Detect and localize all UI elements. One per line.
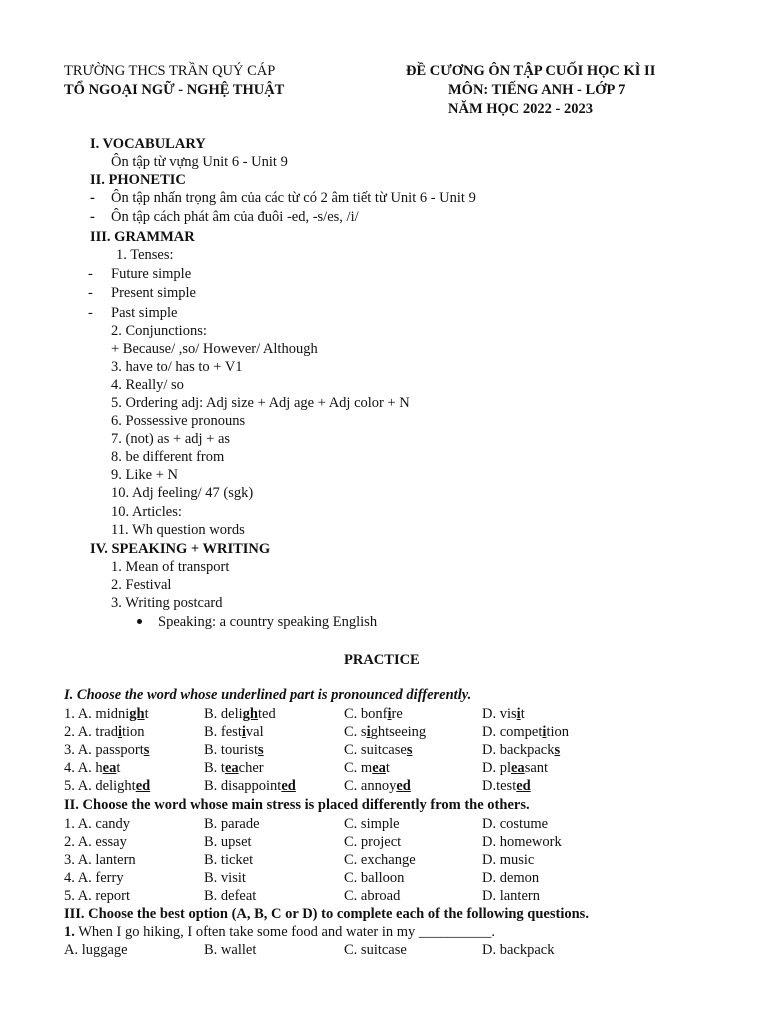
word-part: 2. A. trad xyxy=(64,724,118,740)
grammar-item: 10. Articles: xyxy=(111,504,182,520)
phonetic-heading: II. PHONETIC xyxy=(90,172,186,188)
word-part: t xyxy=(520,706,525,722)
word-part: tion xyxy=(546,724,569,740)
school-name: TRƯỜNG THCS TRẦN QUÝ CÁP xyxy=(64,63,276,79)
underlined-part: s xyxy=(554,742,561,758)
pronunciation-row xyxy=(64,705,764,723)
underlined-part: ed xyxy=(396,778,411,794)
option-b[interactable] xyxy=(204,759,264,777)
option-b[interactable]: B. wallet xyxy=(204,942,257,958)
dash-marker: - xyxy=(88,266,93,282)
word-part: cher xyxy=(238,760,264,776)
dash-marker: - xyxy=(88,285,93,301)
option-d[interactable]: D. music xyxy=(482,852,535,868)
bullet-marker xyxy=(137,619,142,624)
word-part: t xyxy=(144,706,149,722)
option-c[interactable]: C. abroad xyxy=(344,888,401,904)
word-part: re xyxy=(391,706,403,722)
option-d[interactable]: D. demon xyxy=(482,870,540,886)
grammar-item: Future simple xyxy=(111,266,192,282)
word-part: 4. A. h xyxy=(64,760,103,776)
word-part: D. compet xyxy=(482,724,543,740)
grammar-item: 9. Like + N xyxy=(111,467,178,483)
option-c[interactable] xyxy=(344,705,403,723)
word-part: B. disappoint xyxy=(204,778,282,794)
grammar-item: 11. Wh question words xyxy=(111,522,245,538)
option-a[interactable] xyxy=(64,777,150,795)
option-b[interactable]: B. defeat xyxy=(204,888,257,904)
grammar-item: Present simple xyxy=(111,285,196,301)
option-d[interactable]: D. costume xyxy=(482,816,549,832)
option-b[interactable]: B. ticket xyxy=(204,852,254,868)
grammar-heading: III. GRAMMAR xyxy=(90,229,195,245)
underlined-part: s xyxy=(257,742,264,758)
stress-row xyxy=(64,887,764,905)
option-b[interactable]: B. upset xyxy=(204,834,252,850)
subject-line: MÔN: TIẾNG ANH - LỚP 7 xyxy=(448,82,626,98)
word-part: B. t xyxy=(204,760,225,776)
option-c[interactable] xyxy=(344,777,411,795)
department-name: TỔ NGOẠI NGỮ - NGHỆ THUẬT xyxy=(64,82,285,98)
word-part: D. vis xyxy=(482,706,517,722)
word-part: C. annoy xyxy=(344,778,397,794)
word-part: B. tourist xyxy=(204,742,258,758)
word-part: t xyxy=(385,760,390,776)
grammar-item: 5. Ordering adj: Adj size + Adj age + Adj color + N xyxy=(111,395,410,411)
option-b[interactable]: B. visit xyxy=(204,870,246,886)
option-a[interactable] xyxy=(64,723,145,741)
underlined-part: s xyxy=(143,742,150,758)
grammar-item: 8. be different from xyxy=(111,449,225,465)
grammar-item: 4. Really/ so xyxy=(111,377,184,393)
pronunciation-row xyxy=(64,741,764,759)
dash-marker: - xyxy=(90,209,95,225)
word-part: C. suitcase xyxy=(344,742,407,758)
underlined-part: ea xyxy=(102,760,117,776)
option-b[interactable] xyxy=(204,723,264,741)
option-d[interactable]: D. homework xyxy=(482,834,562,850)
pronunciation-row xyxy=(64,723,764,741)
word-part: ted xyxy=(258,706,276,722)
grammar-item: 7. (not) as + adj + as xyxy=(111,431,231,447)
question-1 xyxy=(64,923,495,941)
option-d[interactable] xyxy=(482,741,560,759)
grammar-item: 1. Tenses: xyxy=(116,247,174,263)
option-a[interactable]: 2. A. essay xyxy=(64,834,127,850)
speaking-item: 1. Mean of transport xyxy=(111,559,230,575)
speaking-item: 2. Festival xyxy=(111,577,172,593)
dash-marker: - xyxy=(88,305,93,321)
option-a[interactable]: 4. A. ferry xyxy=(64,870,124,886)
underlined-part: i xyxy=(117,724,122,740)
phonetic-item: Ôn tập nhấn trọng âm của các từ có 2 âm tiết từ Unit 6 - Unit 9 xyxy=(111,190,476,206)
stress-row xyxy=(64,833,764,851)
section-2-title: II. Choose the word whose main stress is placed differently from the others. xyxy=(64,797,530,813)
option-c[interactable] xyxy=(344,741,412,759)
underlined-part: ed xyxy=(516,778,531,794)
word-part: tion xyxy=(122,724,145,740)
underlined-part: i xyxy=(387,706,392,722)
word-part: sant xyxy=(524,760,549,776)
option-c[interactable]: C. balloon xyxy=(344,870,405,886)
question-1-options xyxy=(64,941,764,959)
option-c[interactable] xyxy=(344,723,426,741)
option-a[interactable] xyxy=(64,705,149,723)
grammar-item: 2. Conjunctions: xyxy=(111,323,207,339)
word-part: 1. A. midni xyxy=(64,706,130,722)
option-a[interactable] xyxy=(64,759,120,777)
vocabulary-heading: I. VOCABULARY xyxy=(90,136,206,152)
underlined-part: ed xyxy=(281,778,296,794)
option-b[interactable] xyxy=(204,777,296,795)
option-a[interactable] xyxy=(64,741,149,759)
grammar-item: 3. have to/ has to + V1 xyxy=(111,359,243,375)
speaking-writing-heading: IV. SPEAKING + WRITING xyxy=(90,541,271,557)
word-part: B. fest xyxy=(204,724,242,740)
option-d[interactable] xyxy=(482,759,548,777)
option-a[interactable]: 1. A. candy xyxy=(64,816,131,832)
option-c[interactable]: C. suitcase xyxy=(344,942,407,958)
school-year: NĂM HỌC 2022 - 2023 xyxy=(448,101,593,117)
underlined-part: ea xyxy=(372,760,386,776)
underlined-part: i xyxy=(516,706,521,722)
word-part: 5. A. delight xyxy=(64,778,136,794)
word-part: ghtseeing xyxy=(370,724,427,740)
underlined-part: gh xyxy=(129,706,145,722)
option-d[interactable] xyxy=(482,705,525,723)
option-c[interactable]: C. exchange xyxy=(344,852,416,868)
document-title: ĐỀ CƯƠNG ÔN TẬP CUỐI HỌC KÌ II xyxy=(406,63,656,79)
grammar-item: 10. Adj feeling/ 47 (sgk) xyxy=(111,485,254,501)
grammar-item: + Because/ ,so/ However/ Although xyxy=(111,341,318,357)
word-part: val xyxy=(245,724,264,740)
word-part: C. s xyxy=(344,724,367,740)
word-part: D. backpack xyxy=(482,742,555,758)
option-c[interactable]: C. simple xyxy=(344,816,400,832)
word-part: C. m xyxy=(344,760,373,776)
underlined-part: ed xyxy=(135,778,151,794)
dash-marker: - xyxy=(90,190,95,206)
practice-title: PRACTICE xyxy=(344,652,420,668)
section-3-title: III. Choose the best option (A, B, C or D) to complete each of the following questions. xyxy=(64,906,589,922)
underlined-part: i xyxy=(241,724,246,740)
stress-row xyxy=(64,815,764,833)
stress-row xyxy=(64,851,764,869)
speaking-bullet-item: Speaking: a country speaking English xyxy=(158,614,378,630)
option-d[interactable]: D. lantern xyxy=(482,888,540,904)
word-part: t xyxy=(116,760,121,776)
option-a[interactable]: 5. A. report xyxy=(64,888,131,904)
option-b[interactable]: B. parade xyxy=(204,816,260,832)
underlined-part: gh xyxy=(242,706,258,722)
word-part: 3. A. passport xyxy=(64,742,144,758)
option-c[interactable]: C. project xyxy=(344,834,402,850)
pronunciation-row xyxy=(64,759,764,777)
option-b[interactable] xyxy=(204,741,264,759)
word-part: D. pl xyxy=(482,760,511,776)
underlined-part: ea xyxy=(511,760,525,776)
question-number: 1. xyxy=(64,924,75,940)
option-c[interactable] xyxy=(344,759,390,777)
word-part: D.test xyxy=(482,778,517,794)
grammar-item: 6. Possessive pronouns xyxy=(111,413,246,429)
word-part: C. bonf xyxy=(344,706,388,722)
option-b[interactable] xyxy=(204,705,276,723)
option-a[interactable]: A. luggage xyxy=(64,942,128,958)
underlined-part: s xyxy=(406,742,413,758)
pronunciation-row xyxy=(64,777,764,795)
option-d[interactable] xyxy=(482,723,569,741)
underlined-part: i xyxy=(366,724,371,740)
grammar-item: Past simple xyxy=(111,305,178,321)
option-a[interactable]: 3. A. lantern xyxy=(64,852,136,868)
section-1-title: I. Choose the word whose underlined part is pronounced differently. xyxy=(64,687,472,703)
phonetic-item: Ôn tập cách phát âm của đuôi -ed, -s/es, /i/ xyxy=(111,209,359,225)
speaking-item: 3. Writing postcard xyxy=(111,595,223,611)
word-part: B. deli xyxy=(204,706,243,722)
option-d[interactable] xyxy=(482,777,531,795)
vocabulary-line: Ôn tập từ vựng Unit 6 - Unit 9 xyxy=(111,154,288,170)
underlined-part: ea xyxy=(224,760,239,776)
question-text: When I go hiking, I often take some food and water in my __________. xyxy=(74,924,496,940)
underlined-part: i xyxy=(542,724,547,740)
stress-row xyxy=(64,869,764,887)
option-d[interactable]: D. backpack xyxy=(482,942,555,958)
